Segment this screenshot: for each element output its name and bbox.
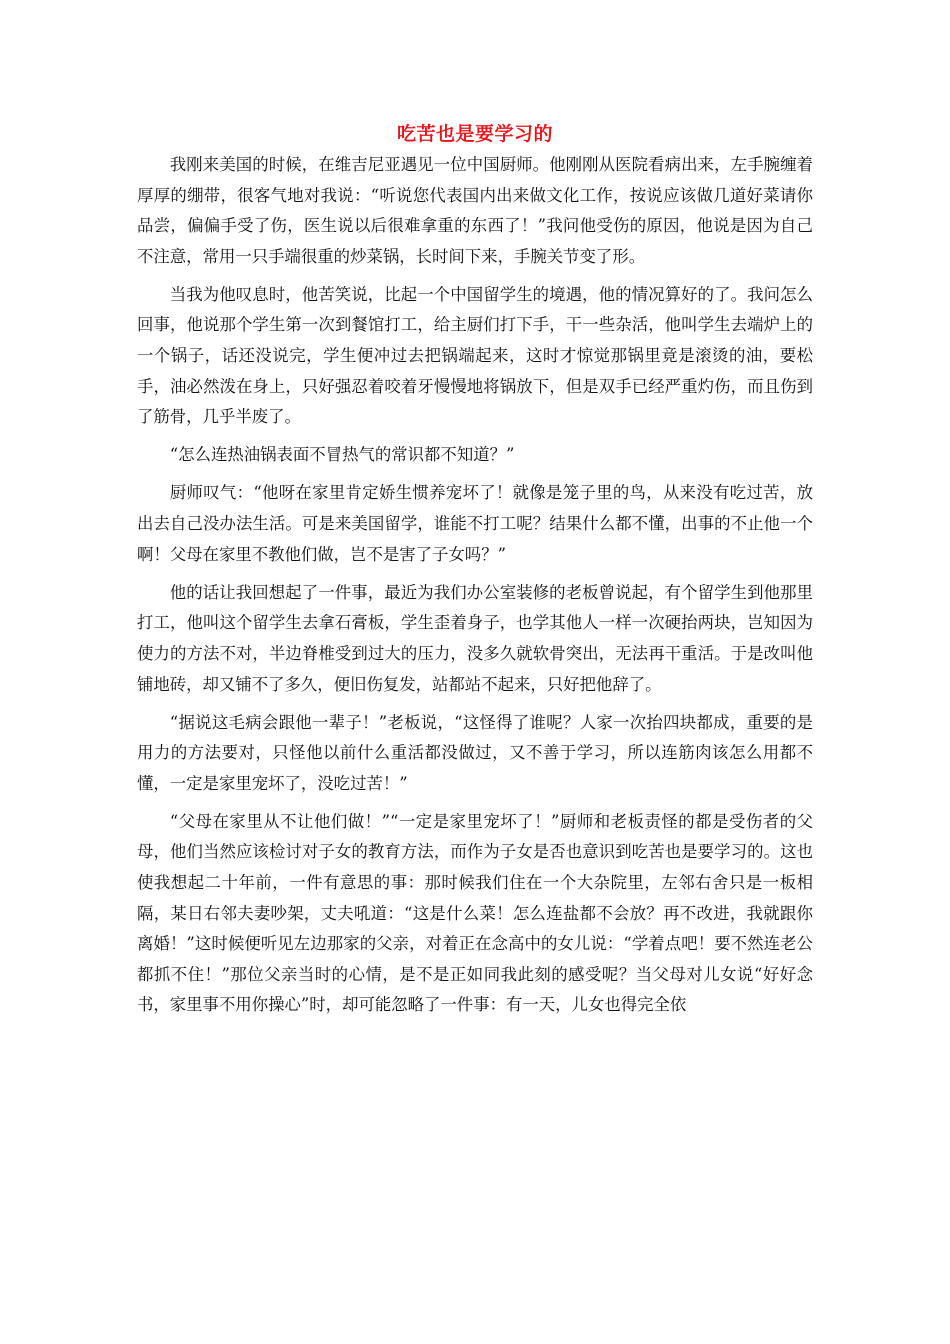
paragraph-1: 我刚来美国的时候，在维吉尼亚遇见一位中国厨师。他刚刚从医院看病出来，左手腕缠着厚厚的绷带，很客气地对我说：“听说您代表国内出来做文化工作，按说应该做几道好菜请你品尝，偏偏手受了伤，医生说以后很难拿重的东西了！”我问他受伤的原因，他说是因为自己不注意，常用一只手端很重的炒菜锅，长时间下来，手腕关节变了形。 xyxy=(137,155,813,266)
paragraph-5: 他的话让我回想起了一件事，最近为我们办公室装修的老板曾说起，有个留学生到他那里打工，他叫这个留学生去拿石膏板，学生歪着身子，也学其他人一样一次硬抬两块，岂知因为使力的方法不对，半边脊椎受到过大的压力，没多久就软骨突出，无法再干重活。于是改叫他铺地砖，却又铺不了多久，便旧伤复发，站都站不起来，只好把他辞了。 xyxy=(137,582,813,694)
paragraph-7: “父母在家里从不让他们做！”“一定是家里宠坏了！”厨师和老板责怪的都是受伤者的父母，他们当然应该检讨对子女的教育方法，而作为子女是否也意识到吃苦也是要学习的。这也使我想起二十年前，一件有意思的事：那时候我们住在一个大杂院里，左邻右舍只是一板相隔，某日右邻夫妻吵架，丈夫吼道：“这是什么菜！怎么连盐都不会放？再不改进，我就跟你离婚！”这时候便听见左边那家的父亲，对着正在念高中的女儿说：“学着点吧！要不然连老公都抓不住！”那位父亲当时的心情，是不是正如同我此刻的感受呢？当父母对儿女说“好好念书，家里事不用你操心”时，却可能忽略了一件事：有一天，儿女也得完全依 xyxy=(137,811,813,1015)
document-title: 吃苦也是要学习的 xyxy=(396,123,553,145)
document-body xyxy=(137,150,813,1029)
paragraph-4: 厨师叹气：“他呀在家里肯定娇生惯养宠坏了！就像是笼子里的鸟，从来没有吃过苦，放出去自己没办法生活。可是来美国留学，谁能不打工呢？结果什么都不懂，出事的不止他一个啊！父母在家里不教他们做，岂不是害了子女吗？” xyxy=(137,483,813,564)
paragraph-6: “据说这毛病会跟他一辈子！”老板说，“这怪得了谁呢？人家一次抬四块都成，重要的是用力的方法要对，只怪他以前什么重活都没做过，又不善于学习，所以连筋肉该怎么用都不懂，一定是家里宠坏了，没吃过苦！” xyxy=(137,712,813,793)
paragraph-3: “怎么连热油锅表面不冒热气的常识都不知道？” xyxy=(169,445,515,465)
paragraph-2: 当我为他叹息时，他苦笑说，比起一个中国留学生的境遇，他的情况算好的了。我问怎么回事，他说那个学生第一次到餐馆打工，给主厨们打下手，干一些杂活，他叫学生去端炉上的一个锅子，话还没说完，学生便冲过去把锅端起来，这时才惊觉那锅里竟是滚烫的油，要松手，油必然泼在身上，只好强忍着咬着牙慢慢地将锅放下，但是双手已经严重灼伤，而且伤到了筋骨，几乎半废了。 xyxy=(137,284,813,427)
